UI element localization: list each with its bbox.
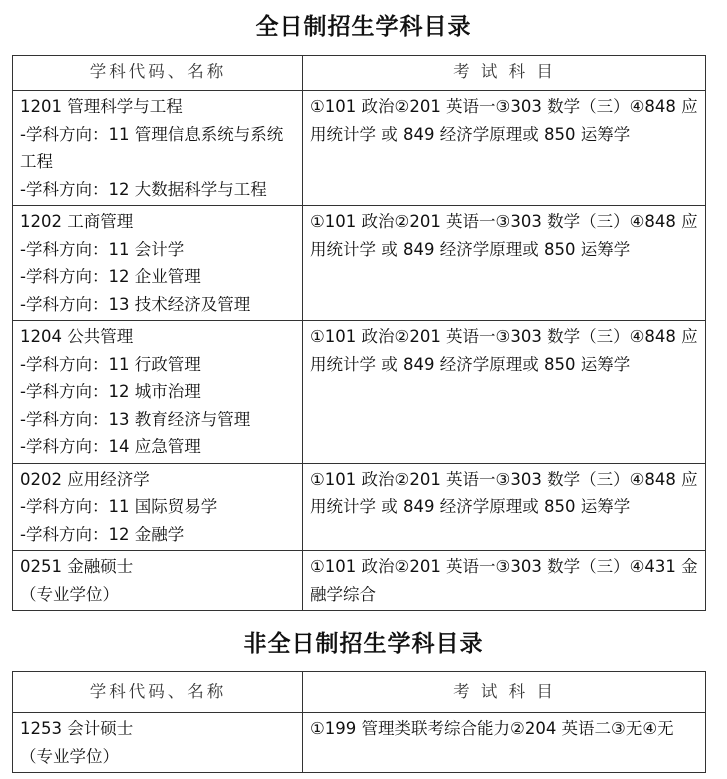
major-cell: [13, 91, 303, 206]
major-line: -学科方向：11 国际贸易学: [20, 497, 218, 516]
major-line: -学科方向：11 管理信息系统与系统工程: [20, 124, 284, 171]
major-cell: [13, 321, 303, 464]
major-cell: [13, 713, 303, 773]
major-line: -学科方向：13 技术经济及管理: [20, 294, 251, 314]
exam-text: ①199 管理类联考综合能力②204 英语二③无④无: [310, 719, 674, 738]
exam-text: ①101 政治②201 英语一③303 数学（三）④848 应用统计学 或 849 经济学原理或 850 运筹学: [310, 327, 698, 374]
table-row: [13, 463, 706, 551]
header-major: 学科代码、名称: [13, 672, 303, 713]
major-line: -学科方向：12 企业管理: [20, 267, 201, 286]
exam-cell: [303, 463, 706, 551]
table-row: [13, 713, 706, 773]
major-line: 0251 金融硕士: [20, 557, 134, 576]
exam-text: ①101 政治②201 英语一③303 数学（三）④848 应用统计学 或 849 经济学原理或 850 运筹学: [310, 212, 698, 259]
table-row: [13, 321, 706, 464]
major-line: -学科方向：12 大数据科学与工程: [20, 179, 267, 199]
exam-cell: [303, 713, 706, 773]
major-line: 1202 工商管理: [20, 212, 134, 231]
header-exam: 考 试 科 目: [303, 56, 706, 91]
major-line: （专业学位）: [20, 584, 119, 604]
table-row: [13, 551, 706, 611]
major-line: -学科方向：13 教育经济与管理: [20, 409, 251, 429]
exam-text: ①101 政治②201 英语一③303 数学（三）④848 应用统计学 或 849 经济学原理或 850 运筹学: [310, 97, 698, 144]
fulltime-catalog-table: [12, 55, 706, 611]
parttime-catalog-title: 非全日制招生学科目录: [243, 631, 484, 657]
fulltime-catalog-title: 全日制招生学科目录: [255, 14, 472, 40]
major-line: 1204 公共管理: [20, 327, 134, 346]
header-exam: 考 试 科 目: [303, 672, 706, 713]
major-line: 1253 会计硕士: [20, 719, 134, 738]
parttime-catalog-table: [12, 671, 706, 773]
exam-cell: [303, 551, 706, 611]
table-header-row: [13, 672, 706, 713]
major-line: -学科方向：14 应急管理: [20, 437, 201, 456]
header-major: 学科代码、名称: [13, 56, 303, 91]
major-cell: [13, 551, 303, 611]
major-line: -学科方向：11 会计学: [20, 239, 185, 259]
major-line: 1201 管理科学与工程: [20, 97, 183, 116]
major-line: （专业学位）: [20, 746, 119, 766]
major-line: -学科方向：11 行政管理: [20, 354, 201, 374]
exam-text: ①101 政治②201 英语一③303 数学（三）④431 金融学综合: [310, 557, 698, 604]
major-line: -学科方向：12 城市治理: [20, 382, 201, 401]
major-line: -学科方向：12 金融学: [20, 524, 185, 544]
table-row: [13, 206, 706, 321]
major-cell: [13, 463, 303, 551]
table-header-row: [13, 56, 706, 91]
exam-text: ①101 政治②201 英语一③303 数学（三）④848 应用统计学 或 849 经济学原理或 850 运筹学: [310, 469, 698, 516]
exam-cell: [303, 321, 706, 464]
table-row: [13, 91, 706, 206]
major-cell: [13, 206, 303, 321]
exam-cell: [303, 91, 706, 206]
major-line: 0202 应用经济学: [20, 469, 150, 489]
exam-cell: [303, 206, 706, 321]
